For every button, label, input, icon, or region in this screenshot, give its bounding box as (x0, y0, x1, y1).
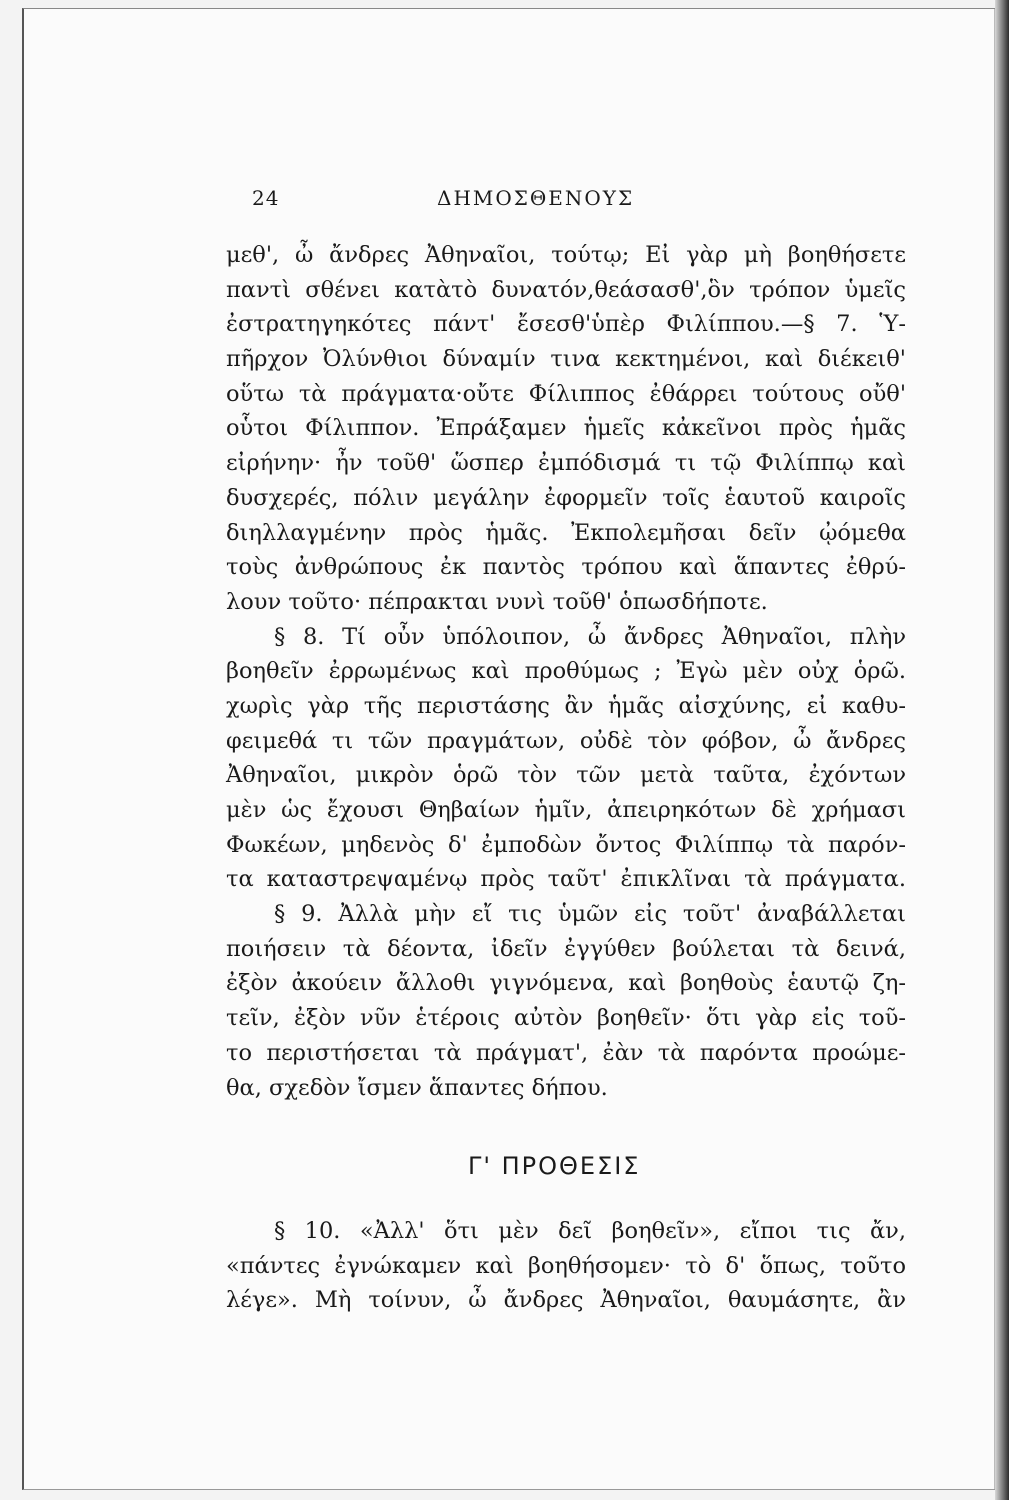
text-line: ἐξὸν ἀκούειν ἄλλοθι γιγνόμενα, καὶ βοηθοὺς ἑαυτῷ ζη- (226, 970, 906, 997)
text-line: ἐστρατηγηκότες πάντ' ἔσεσθ'ὑπὲρ Φιλίππου.—§ 7. Ὑ- (226, 311, 906, 338)
text-line: διηλλαγμένην πρὸς ἡμᾶς. Ἐκπολεμῆσαι δεῖν ᾠόμεθα (226, 519, 906, 546)
text-line: οὕτω τὰ πράγματα·οὔτε Φίλιππος ἐθάρρει τούτους οὔθ' (226, 380, 906, 407)
scan-edge-shadow (995, 0, 1009, 1500)
text-line: δυσχερές, πόλιν μεγάλην ἐφορμεῖν τοῖς ἑαυτοῦ καιροῖς (226, 484, 906, 511)
text-line: τοὺς ἀνθρώπους ἐκ παντὸς τρόπου καὶ ἅπαντες ἐθρύ- (226, 554, 906, 581)
text-line: τεῖν, ἐξὸν νῦν ἑτέροις αὐτὸν βοηθεῖν· ὅτι γὰρ εἰς τοῦ- (226, 1005, 906, 1032)
text-line: μὲν ὡς ἔχουσι Θηβαίων ἡμῖν, ἀπειρηκότων δὲ χρήμασι (226, 797, 906, 823)
text-line: θα, σχεδὸν ἴσμεν ἅπαντες δήπου. (226, 1074, 608, 1101)
text-line: «πάντες ἐγνώκαμεν καὶ βοηθήσομεν· τὸ δ' ὅπως, τοῦτο (226, 1252, 906, 1279)
text-line: εἰρήνην· ἦν τοῦθ' ὥσπερ ἐμπόδισμά τι τῷ Φιλίππῳ καὶ (226, 450, 906, 477)
text-line: Ἀθηναῖοι, μικρὸν ὁρῶ τὸν τῶν μετὰ ταῦτα, ἐχόντων (226, 762, 906, 789)
text-line: Φωκέων, μηδενὸς δ' ἐμποδὼν ὄντος Φιλίππῳ τὰ παρόν- (226, 831, 906, 858)
text-line: μεθ', ὦ ἄνδρες Ἀθηναῖοι, τούτῳ; Εἰ γὰρ μὴ βοηθήσετε (226, 242, 906, 268)
main-text-block (226, 238, 906, 1105)
paragraph-start-line: § 9. Ἀλλὰ μὴν εἴ τις ὑμῶν εἰς τοῦτ' ἀναβάλλεται (274, 901, 906, 928)
text-line: πῆρχον Ὀλύνθιοι δύναμίν τινα κεκτημένοι, καὶ διέκειθ' (226, 346, 906, 373)
page-header (252, 186, 672, 216)
text-line: το περιστήσεται τὰ πράγματ', ἐὰν τὰ παρόντα προώμε- (226, 1039, 906, 1066)
text-line: ποιήσειν τὰ δέοντα, ἰδεῖν ἐγγύθεν βούλεται τὰ δεινά, (226, 935, 906, 962)
second-text-block (226, 1214, 906, 1318)
paragraph-start-line: § 8. Τί οὖν ὑπόλοιπον, ὦ ἄνδρες Ἀθηναῖοι, πλὴν (274, 623, 906, 650)
text-line: λουν τοῦτο· πέπρακται νυνὶ τοῦθ' ὁπωσδήποτε. (226, 588, 768, 615)
text-line: λέγε». Μὴ τοίνυν, ὦ ἄνδρες Ἀθηναῖοι, θαυμάσητε, ἂν (226, 1287, 906, 1314)
text-line: βοηθεῖν ἐρρωμένως καὶ προθύμως ; Ἐγὼ μὲν οὐχ ὁρῶ. (226, 658, 906, 685)
section-heading: Γ' ΠΡΟΘΕΣΙΣ (468, 1152, 641, 1180)
running-title: ΔΗΜΟΣΘΕΝΟΥΣ (437, 186, 635, 210)
paragraph-start-line: § 10. «Ἀλλ' ὅτι μὲν δεῖ βοηθεῖν», εἴποι τις ἄν, (274, 1218, 906, 1244)
text-line: φειμεθά τι τῶν πραγμάτων, οὐδὲ τὸν φόβον, ὦ ἄνδρες (226, 727, 906, 754)
text-line: τα καταστρεψαμένῳ πρὸς ταῦτ' ἐπικλῖναι τὰ πράγματα. (226, 866, 906, 893)
text-line: οὗτοι Φίλιππον. Ἐπράξαμεν ἡμεῖς κἀκεῖνοι πρὸς ἡμᾶς (226, 415, 906, 442)
text-line: χωρὶς γὰρ τῆς περιστάσης ἂν ἡμᾶς αἰσχύνης, εἰ καθυ- (226, 692, 906, 719)
page-number: 24 (252, 186, 280, 210)
text-line: παντὶ σθένει κατὰτὸ δυνατόν,θεάσασθ',ὃν τρόπον ὑμεῖς (226, 276, 906, 303)
